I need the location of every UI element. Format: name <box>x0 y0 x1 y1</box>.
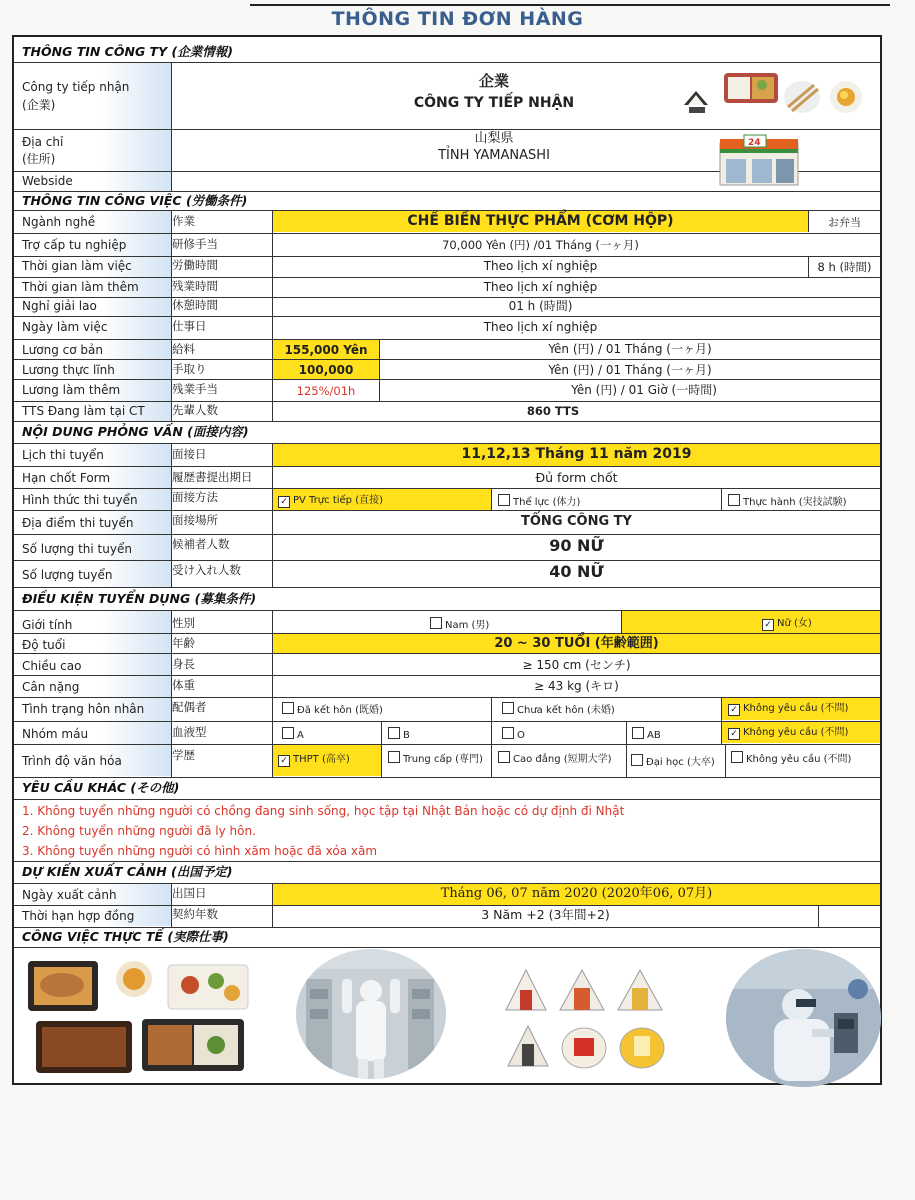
blood-option-o[interactable]: O <box>502 727 525 743</box>
net-salary-amount: 100,000 <box>298 363 354 377</box>
other-requirement-item: 2. Không tuyển những người đã ly hôn. <box>22 824 256 838</box>
interview-date-label: Lịch thi tuyển <box>22 448 104 462</box>
contract-value: 3 Năm +2 (3年間+2) <box>481 907 610 922</box>
job-row-label: Trợ cấp tu nghiệp <box>22 238 127 252</box>
education-option-university[interactable]: Đại học (大卒) <box>631 754 715 770</box>
other-section-header: YÊU CẦU KHÁC (その他) <box>22 780 180 795</box>
actual-work-section-header: CÔNG VIỆC THỰC TẾ (実際仕事) <box>22 929 229 944</box>
salary-row-jp: 手取り <box>172 362 207 376</box>
age-jp: 年齢 <box>172 636 195 650</box>
overtime-value: Theo lịch xí nghiệp <box>483 280 598 294</box>
marital-option-married[interactable]: Đã kết hôn (既婚) <box>282 702 383 718</box>
address-label: Địa chỉ <box>22 135 64 149</box>
blood-label: Nhóm máu <box>22 727 89 741</box>
contract-jp: 契約年数 <box>172 907 218 921</box>
working-hours-extra: 8 h (時間) <box>817 260 872 274</box>
receiver-value-jp: 企業 <box>478 72 509 90</box>
address-value: TỈNH YAMANASHI <box>438 148 550 163</box>
job-row-jp: 作業 <box>172 214 195 228</box>
gender-option-male[interactable]: Nam (男) <box>430 617 489 633</box>
blood-option-b[interactable]: B <box>388 727 410 743</box>
job-row-jp: 残業時間 <box>172 279 218 293</box>
departure-date-jp: 出国日 <box>172 886 207 900</box>
height-label: Chiều cao <box>22 659 82 673</box>
weight-jp: 体重 <box>172 678 195 692</box>
marital-option-single[interactable]: Chưa kết hôn (未婚) <box>502 702 615 718</box>
weight-label: Cân nặng <box>22 680 80 694</box>
base-salary-unit: Yên (円) / 01 Tháng (一ヶ月) <box>548 342 712 356</box>
job-row-jp: 仕事日 <box>172 319 207 333</box>
top-rule <box>250 4 890 6</box>
receiver-label: Công ty tiếp nhận <box>22 80 130 94</box>
hire-value: 40 NỮ <box>549 562 604 581</box>
bento-illustration <box>674 65 874 131</box>
place-value: TỔNG CÔNG TY <box>521 514 632 529</box>
job-row-jp: 休憩時間 <box>172 298 218 312</box>
education-option-college[interactable]: Cao đẳng (短期大学) <box>498 751 612 767</box>
job-row-jp: 労働時間 <box>172 258 218 272</box>
blood-option-any[interactable]: ✓ Không yêu cầu (不問) <box>728 726 848 740</box>
gender-label: Giới tính <box>22 618 73 632</box>
method-option-physical[interactable]: Thể lực (体力) <box>498 494 580 510</box>
job-section-header: THÔNG TIN CÔNG VIỆC (労働条件) <box>22 193 248 208</box>
marital-option-any[interactable]: ✓ Không yêu cầu (不問) <box>728 702 848 716</box>
method-jp: 面接方法 <box>172 490 218 504</box>
company-section-header: THÔNG TIN CÔNG TY (企業情報) <box>22 44 233 59</box>
salary-row-label: Lương cơ bản <box>22 343 103 357</box>
job-row-jp: 研修手当 <box>172 237 218 251</box>
svg-text:24: 24 <box>748 138 761 148</box>
overtime-pay-amount: 125%/01h <box>296 384 356 398</box>
age-label: Độ tuổi <box>22 638 66 652</box>
working-time-value: Theo lịch xí nghiệp <box>483 259 598 273</box>
contract-label: Thời hạn hợp đồng <box>22 909 135 923</box>
interview-date-jp: 面接日 <box>172 447 207 461</box>
method-option-direct[interactable]: ✓ PV Trực tiếp (直接) <box>278 494 383 508</box>
interview-date-value: 11,12,13 Tháng 11 năm 2019 <box>461 446 692 462</box>
onigiri-photo <box>494 962 684 1077</box>
departure-section-header: DỰ KIẾN XUẤT CẢNH (出国予定) <box>22 864 233 879</box>
place-jp: 面接場所 <box>172 513 218 527</box>
other-requirement-item: 3. Không tuyển những người có hình xăm hoặc đã xóa xăm <box>22 844 378 858</box>
weight-value: ≥ 43 kg (キロ) <box>534 679 619 693</box>
tts-value: 860 TTS <box>526 404 580 418</box>
hire-jp: 受け入れ人数 <box>172 563 241 577</box>
interview-section-header: NỘI DUNG PHỎNG VẤN (面接内容) <box>22 424 249 439</box>
deadline-jp: 履歴書提出期日 <box>172 470 253 484</box>
candidates-label: Số lượng thi tuyển <box>22 542 132 556</box>
height-value: ≥ 150 cm (センチ) <box>522 658 631 672</box>
salary-row-jp: 給料 <box>172 342 195 356</box>
height-jp: 身長 <box>172 657 195 671</box>
marital-jp: 配偶者 <box>172 700 207 714</box>
job-row-label: Ngày làm việc <box>22 320 108 334</box>
address-value-jp: 山梨県 <box>474 131 514 146</box>
break-time-value: 01 h (時間) <box>508 299 573 313</box>
conditions-section-header: ĐIỀU KIỆN TUYỂN DỤNG (募集条件) <box>22 591 257 606</box>
job-row-label: Nghỉ giải lao <box>22 299 97 313</box>
education-jp: 学歴 <box>172 748 195 762</box>
candidates-jp: 候補者人数 <box>172 537 230 551</box>
working-days-value: Theo lịch xí nghiệp <box>483 320 598 334</box>
place-label: Địa điểm thi tuyển <box>22 516 134 530</box>
age-value: 20 ~ 30 TUỔI (年齢範囲) <box>494 636 659 651</box>
education-option-highschool[interactable]: ✓ THPT (高卒) <box>278 753 350 767</box>
gender-option-female[interactable]: ✓ Nữ (女) <box>762 617 812 631</box>
hire-label: Số lượng tuyển <box>22 568 113 582</box>
gender-jp: 性別 <box>172 616 195 630</box>
website-label: Webside <box>22 174 73 188</box>
factory-worker-photo <box>296 949 446 1079</box>
receiver-label-jp: (企業) <box>22 98 56 112</box>
base-salary-amount: 155,000 Yên <box>284 343 368 357</box>
education-option-vocational[interactable]: Trung cấp (専門) <box>388 751 483 767</box>
departure-date-value: Tháng 06, 07 năm 2020 (2020年06, 07月) <box>440 886 713 901</box>
convenience-store-illustration <box>714 133 804 189</box>
other-requirement-item: 1. Không tuyển những người có chồng đang sinh sống, học tập tại Nhật Bản hoặc có dự định đi Nhật <box>22 804 625 818</box>
deadline-value: Đủ form chốt <box>535 470 618 485</box>
document-title: THÔNG TIN ĐƠN HÀNG <box>331 8 584 30</box>
job-row-label: Thời gian làm việc <box>22 259 132 273</box>
order-sheet <box>12 35 882 1085</box>
marital-label: Tình trạng hôn nhân <box>22 702 145 716</box>
address-label-jp: (住所) <box>22 152 56 166</box>
receiver-value: CÔNG TY TIẾP NHẬN <box>413 95 575 111</box>
job-field-extra: お弁当 <box>828 216 861 229</box>
method-label: Hình thức thi tuyển <box>22 493 138 507</box>
salary-row-label: Lương thực lĩnh <box>22 363 115 377</box>
job-row-label: Ngành nghề <box>22 215 96 229</box>
blood-option-ab[interactable]: AB <box>632 727 661 743</box>
salary-row-jp: 残業手当 <box>172 382 218 396</box>
tts-label: TTS Đang làm tại CT <box>22 404 145 418</box>
training-allowance-value: 70,000 Yên (円) /01 Tháng (一ヶ月) <box>442 238 639 252</box>
blood-jp: 血液型 <box>172 725 207 739</box>
candidates-value: 90 NỮ <box>549 536 604 555</box>
tts-jp: 先輩人数 <box>172 403 218 417</box>
education-label: Trình độ văn hóa <box>22 754 122 768</box>
job-row-label: Thời gian làm thêm <box>22 280 139 294</box>
lab-worker-photo <box>726 949 881 1087</box>
method-option-practical[interactable]: Thực hành (実技試験) <box>728 494 847 510</box>
deadline-label: Hạn chốt Form <box>22 471 111 485</box>
job-field-value: CHẾ BIẾN THỰC PHẨM (CƠM HỘP) <box>407 213 674 229</box>
departure-date-label: Ngày xuất cảnh <box>22 888 117 902</box>
bento-photos <box>22 955 257 1077</box>
overtime-pay-unit: Yên (円) / 01 Giờ (一時間) <box>571 383 717 397</box>
education-option-any[interactable]: Không yêu cầu (不問) <box>731 751 851 767</box>
blood-option-a[interactable]: A <box>282 727 304 743</box>
salary-row-label: Lương làm thêm <box>22 383 121 397</box>
net-salary-unit: Yên (円) / 01 Tháng (一ヶ月) <box>548 363 712 377</box>
